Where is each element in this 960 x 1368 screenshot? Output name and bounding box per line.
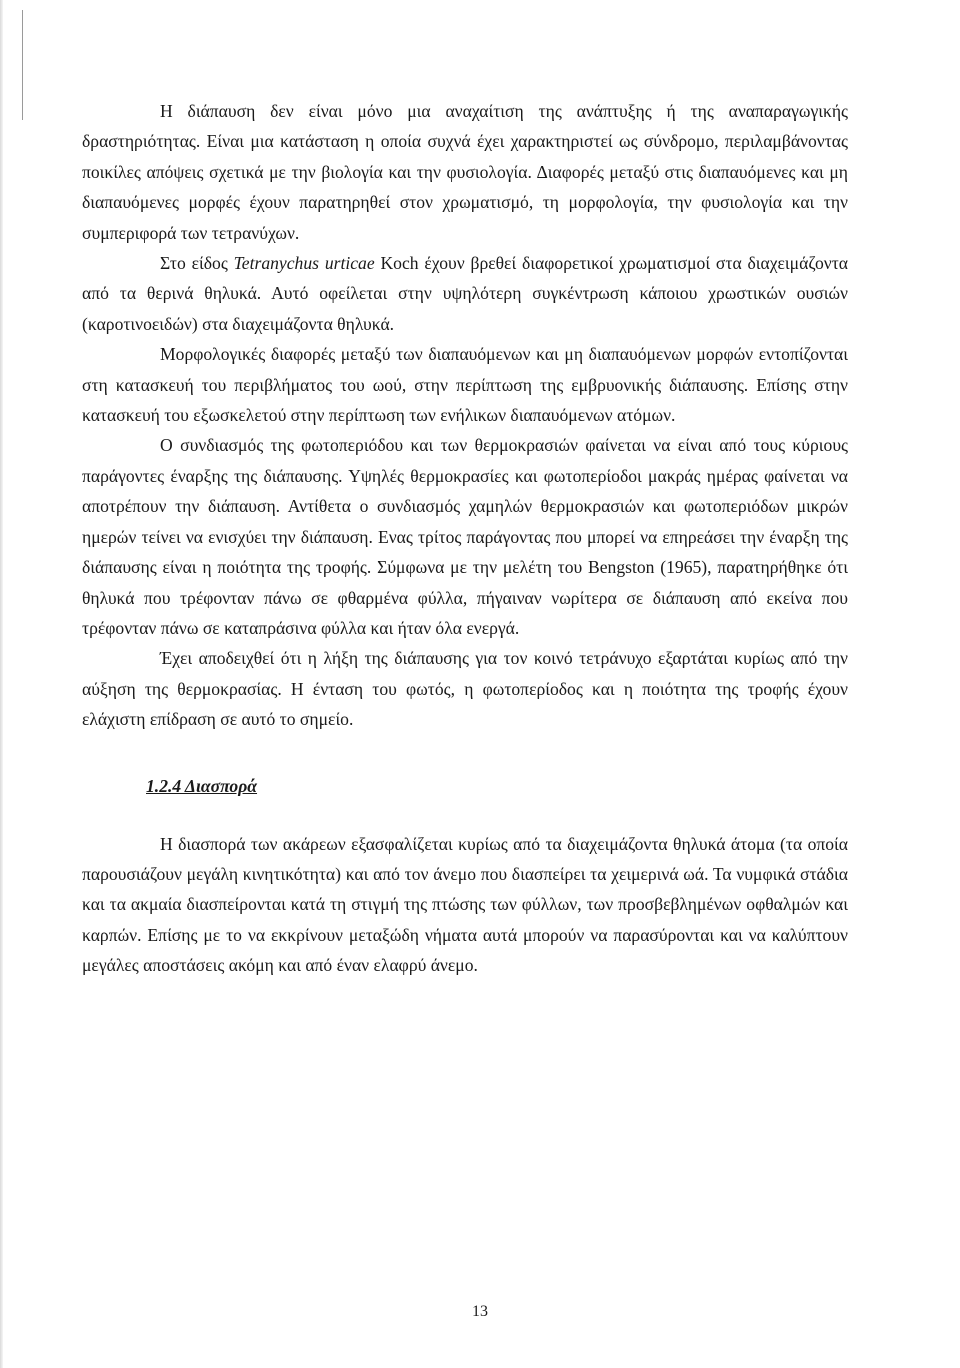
page-number: 13: [472, 1303, 488, 1320]
section-heading-text: 1.2.4 Διασπορά: [146, 775, 258, 796]
paragraph-dispersal: Η διασπορά των ακάρεων εξασφαλίζεται κυρίως από τα διαχειμάζοντα θηλυκά άτομα (τα οποία παρουσιάζουν μεγάλη κινητικότητα) και από τον άνεμο που διασπείρει τα χειμερινά ωά. Τα νυμφικά στάδια και τα ακμαία διασπείρονται κατά τη στιγμή της πτώσης των φύλλων, των προσβεβλημένων οφθαλμών και καρπών. Επίσης με το να εκκρίνουν μεταξώδη νήματα αυτά μπορούν να παρασύρονται και να καλύπτουν μεγάλες αποστάσεις ακόμη και από έναν ελαφρύ άνεμο.: [82, 833, 848, 976]
paragraph-termination: Έχει αποδειχθεί ότι η λήξη της διάπαυσης για τον κοινό τετράνυχο εξαρτάται κυρίως από την αύξηση της θερμοκρασίας. Η ένταση του φωτός, η φωτοπερίοδος και η ποιότητα της τροφής έχουν ελάχιστη επίδραση σε αυτό το σημείο.: [82, 648, 848, 730]
paragraph-morphology: Μορφολογικές διαφορές μεταξύ των διαπαυόμενων και μη διαπαυόμενων μορφών εντοπίζονται στη κατασκευή του περιβλήματος του ωού, στην περίπτωση της εμβρυονικής διάπαυσης. Επίσης στην κατασκευή του εξωσκελετού στην περίπτωση των ενήλικων διαπαυόμενων ατόμων.: [82, 344, 848, 426]
paragraph-photoperiod: Ο συνδιασμός της φωτοπεριόδου και των θερμοκρασιών φαίνεται να είναι από τους κύριους παράγοντες έναρξης της διάπαυσης. Υψηλές θερμοκρασίες και φωτοπερίοδοι μακράς ημέρας φαίνεται να αποτρέπουν την διάπαυση. Αντίθετα ο συνδιασμός χαμηλών θερμοκρασιών και φωτοπεριόδων μικρών ημερών τείνει να ενισχύει την διάπαυση. Ενας τρίτος παράγοντας που μπορεί να επηρεάσει την έναρξη της διάπαυσης είναι η ποιότητα της τροφής. Σύμφωνα με την μελέτη του Bengston (1965), παρατηρήθηκε ότι θηλυκά που τρέφονταν πάνω σε φθαρμένα φύλλα, πήγαιναν νωρίτερα σε διάπαυση από εκείνα που τρέφονταν πάνω σε καταπράσινα φύλλα και ήταν όλα ενεργά.: [82, 435, 848, 638]
page-body: [82, 96, 848, 981]
scan-mark: [22, 10, 23, 120]
scan-left-edge: [0, 0, 3, 1368]
section-heading: [82, 771, 848, 801]
paragraph-coloration: [82, 248, 848, 339]
species-name: Tetranychus urticae: [233, 253, 375, 274]
paragraph-diapause-definition: Η διάπαυση δεν είναι μόνο μια αναχαίτιση της ανάπτυξης ή της αναπαραγωγικής δραστηριότητας. Είναι μια κατάσταση η οποία συχνά έχει χαρακτηριστεί ως σύνδρομο, περιλαμβάνοντας ποικίλες απόψεις σχετικά με την βιολογία και την φυσιολογία. Διαφορές μεταξύ στις διαπαυόμενες και μη διαπαυόμενες μορφές έχουν παρατηρηθεί στον χρωματισμό, τη μορφολογία, την φυσιολογία και την συμπεριφορά των τετρανύχων.: [82, 101, 848, 243]
paragraph-coloration-before: Στο είδος: [160, 253, 234, 274]
paragraph-coloration-after: Koch έχουν βρεθεί διαφορετικοί χρωματισμοί στα διαχειμάζοντα από τα θερινά θηλυκά. Αυτό οφείλεται στην υψηλότερη συγκέντρωση κάποιου χρωστικών ουσιών (καροτινοειδών) στα διαχειμάζοντα θηλυκά.: [82, 253, 848, 334]
